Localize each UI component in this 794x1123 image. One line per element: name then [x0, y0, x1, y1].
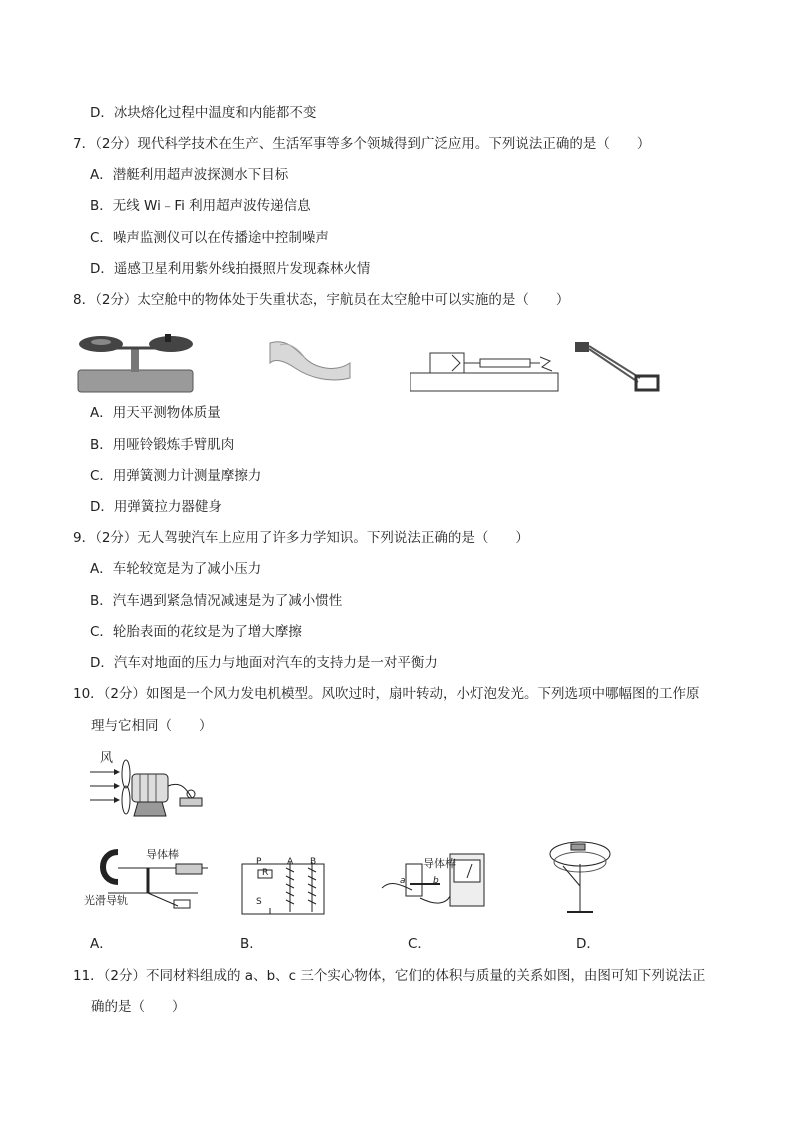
q9-option-a: A．车轮较宽是为了减小压力 — [90, 561, 262, 577]
q9-stem: 9．（2分）无人驾驶汽车上应用了许多力学知识。下列说法正确的是（ ） — [73, 530, 529, 546]
q7-option-a: A．潜艇利用超声波探测水下目标 — [90, 167, 289, 183]
q8-option-b: B．用哑铃锻炼手臂肌肉 — [90, 437, 235, 453]
q7-option-b: B．无线 Wi﹣Fi 利用超声波传递信息 — [90, 198, 311, 214]
q9-option-b: B．汽车遇到紧急情况减速是为了减小惯性 — [90, 593, 343, 609]
option-b-label: B. — [240, 936, 254, 952]
spring-expander-image — [570, 338, 665, 398]
option-c-rod-label: 导体棒 — [423, 857, 456, 870]
q11-stem-line1: 11．（2分）不同材料组成的 a、b、c 三个实心物体，它们的体积与质量的关系如图，由图可知下列说法正 — [73, 968, 706, 984]
q6-option-d: D．冰块熔化过程中温度和内能都不变 — [90, 105, 317, 121]
option-a-rod-label: 导体棒 — [146, 848, 179, 861]
q9-option-d: D．汽车对地面的压力与地面对汽车的支持力是一对平衡力 — [90, 655, 438, 671]
dumbbell-arm-image — [265, 333, 355, 383]
spring-scale-friction-image — [410, 345, 560, 393]
option-d-rotating-coil-image — [545, 836, 615, 918]
q7-option-d: D．遥感卫星利用紫外线拍摄照片发现森林火情 — [90, 261, 371, 277]
wind-label: 风 — [100, 751, 114, 766]
q11-stem-line2: 确的是（ ） — [91, 999, 186, 1015]
option-a-label: A． — [90, 936, 113, 952]
option-c-b-label: b — [433, 876, 439, 886]
option-b-s-label: S — [256, 897, 262, 907]
balance-scale-image — [73, 330, 198, 398]
q7-stem: 7．（2分）现代科学技术在生产、生活军事等多个领城得到广泛应用。下列说法正确的是（ ） — [73, 136, 651, 152]
q7-option-c: C．噪声监测仪可以在传播途中控制噪声 — [90, 230, 329, 246]
q8-option-a: A．用天平测物体质量 — [90, 405, 221, 421]
option-b-p-label: P — [256, 857, 262, 867]
option-c-label: C． — [408, 936, 431, 952]
q10-stem-line1: 10．（2分）如图是一个风力发电机模型。风吹过时，扇叶转动，小灯泡发光。下列选项中哪幅图的工作原 — [73, 686, 700, 702]
q10-stem-line2: 理与它相同（ ） — [91, 718, 213, 734]
option-b-a-label: A — [287, 857, 294, 867]
option-b-electromagnet-image — [240, 856, 330, 918]
q8-option-d: D．用弹簧拉力器健身 — [90, 499, 222, 515]
q9-option-c: C．轮胎表面的花纹是为了增大摩擦 — [90, 624, 302, 640]
q8-option-c: C．用弹簧测力计测量摩擦力 — [90, 468, 262, 484]
option-a-rail-label: 光滑导轨 — [84, 894, 128, 907]
q8-stem: 8．（2分）太空舱中的物体处于失重状态，宇航员在太空舱中可以实施的是（ ） — [73, 292, 570, 308]
option-b-r-label: R — [262, 868, 269, 878]
option-c-a-label: a — [400, 876, 406, 886]
option-b-b-label: B — [310, 857, 317, 867]
option-d-label: D． — [576, 936, 600, 952]
